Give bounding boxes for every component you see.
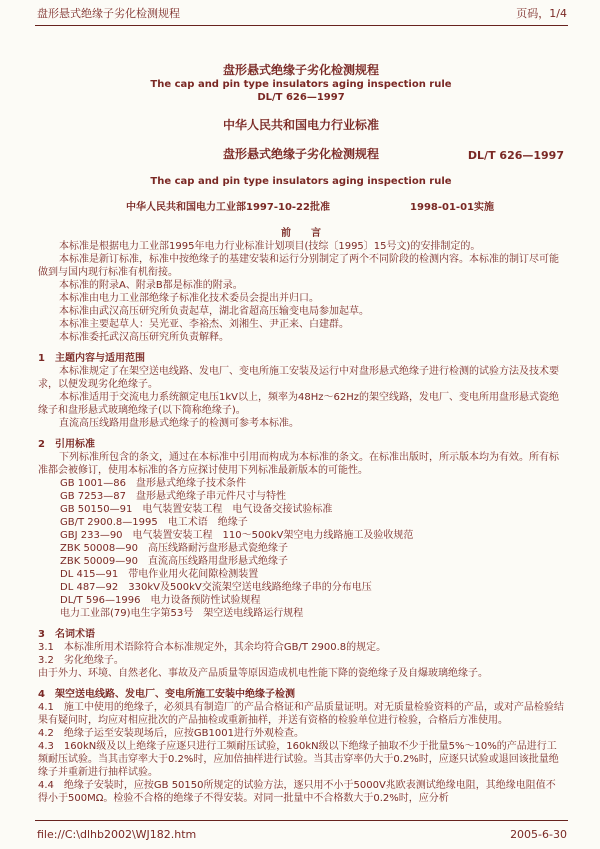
referenced-standard: ZBK 50009—90 直流高压线路用盘形悬式绝缘子 bbox=[60, 556, 288, 567]
approval-row bbox=[38, 201, 564, 214]
referenced-standard: DL/T 596—1996 电力设备预防性试验规程 bbox=[60, 595, 261, 606]
effective-date-text: 1998-01-01实施 bbox=[410, 202, 494, 213]
body-paragraph: 本标准适用于交流电力系统额定电压1kV以上，频率为48Hz～62Hz的架空线路，发电厂、变电所用盘形悬式瓷绝缘子和盘形悬式玻璃绝缘子(以下简称绝缘子)。 bbox=[38, 392, 559, 416]
body-paragraph: 本标准规定了在架空送电线路、发电厂、变电所施工安装及运行中对盘形悬式绝缘子进行检测的试验方法及技术要求，以便发现劣化绝缘子。 bbox=[38, 366, 559, 390]
section-heading: 1 主题内容与适用范围 bbox=[38, 353, 145, 364]
referenced-standard: GBJ 233—90 电气装置安装工程 110～500kV架空电力线路施工及验收规范 bbox=[60, 530, 414, 541]
page-header bbox=[37, 7, 567, 21]
page-footer bbox=[37, 828, 567, 842]
referenced-standard: DL 415—91 带电作业用火花间隙检测装置 bbox=[60, 569, 259, 580]
clause-paragraph: 4.4 绝缘子安装时，应按GB 50150所规定的试验方法，逐只用不小于5000V兆欧表测试绝缘电阻，其绝缘电阻值不得小于500MΩ。检验不合格的绝缘子不得安装。对同一批量中不合格数大于0.2%时，应分析 bbox=[38, 780, 556, 804]
doc-title-en: The cap and pin type insulators aging inspection rule bbox=[150, 79, 452, 90]
foreword-paragraph: 本标准主要起草人：吴光亚、李裕杰、刘湘生、尹正来、白建群。 bbox=[59, 319, 349, 330]
standard-number: DL/T 626—1997 bbox=[467, 149, 564, 162]
foreword-paragraph: 本标准委托武汉高压研究所负责解释。 bbox=[59, 332, 229, 343]
section-heading: 3 名词术语 bbox=[38, 629, 95, 640]
foreword-paragraph: 本标准由电力工业部绝缘子标准化技术委员会提出并归口。 bbox=[59, 293, 319, 304]
clause-paragraph: 4.1 施工中使用的绝缘子，必须具有制造厂的产品合格证和产品质量证明。对无质量检验资料的产品，或对产品检验结果有疑问时，均应对相应批次的产品抽检或重新抽样，并送有资格的检验单位进行检验，合格后方准使用。 bbox=[38, 702, 564, 726]
clause-paragraph: 3.1 本标准所用术语除符合本标准规定外，其余均符合GB/T 2900.8的规定。 bbox=[38, 642, 387, 653]
header-page-number: 页码，1/4 bbox=[516, 7, 567, 20]
section-heading: 2 引用标准 bbox=[38, 439, 95, 450]
header-doc-title: 盘形悬式绝缘子劣化检测规程 bbox=[37, 7, 180, 20]
body-paragraph: 由于外力、环境、自然老化、事故及产品质量等原因造成机电性能下降的瓷绝缘子及自爆玻璃绝缘子。 bbox=[38, 668, 488, 679]
foreword-paragraph: 本标准的附录A、附录B都是标准的附录。 bbox=[59, 280, 243, 291]
header-divider bbox=[35, 25, 568, 26]
referenced-standard: 电力工业部(79)电生字第53号 架空送电线路运行规程 bbox=[60, 608, 304, 619]
spacer bbox=[38, 214, 564, 227]
spacer bbox=[38, 133, 564, 146]
body-paragraph: 下列标准所包含的条文，通过在本标准中引用而构成为本标准的条文。在标准出版时，所示版本均为有效。所有标准都会被修订，使用本标准的各方应探讨使用下列标准最新版本的可能性。 bbox=[38, 452, 559, 476]
clause-paragraph: 3.2 劣化绝缘子。 bbox=[38, 655, 124, 666]
referenced-standard: GB 7253—87 盘形悬式绝缘子串元件尺寸与特性 bbox=[60, 491, 286, 502]
standard-title-cn: 盘形悬式绝缘子劣化检测规程 bbox=[222, 147, 379, 161]
referenced-standard: GB 50150—91 电气装置安装工程 电气设备交接试验标准 bbox=[60, 504, 333, 515]
clause-paragraph: 4.2 绝缘子运至安装现场后，应按GB1001进行外观检查。 bbox=[38, 728, 304, 739]
clause-paragraph: 4.3 160kN级及以上绝缘子应逐只进行工频耐压试验，160kN级以下绝缘子抽取不少于批量5%～10%的产品进行工频耐压试验。当其击穿率大于0.2%时，应加倍抽样进行试验。当其击穿率仍大于0.2%时，应逐只试验或退回该批量绝缘子并重新进行抽样试验。 bbox=[38, 741, 559, 778]
spacer bbox=[38, 188, 564, 201]
referenced-standard: GB 1001—86 盘形悬式绝缘子技术条件 bbox=[60, 478, 246, 489]
footer-file-path: file://C:\dlhb2002\WJ182.htm bbox=[37, 828, 197, 841]
body-paragraph: 直流高压线路用盘形悬式绝缘子的检测可参考本标准。 bbox=[59, 418, 299, 429]
footer-divider bbox=[35, 820, 568, 821]
standard-title-row bbox=[38, 146, 564, 162]
referenced-standard: DL 487—92 330kV及500kV交流架空送电线路绝缘子串的分布电压 bbox=[60, 582, 372, 593]
referenced-standard: GB/T 2900.8—1995 电工术语 绝缘子 bbox=[60, 517, 248, 528]
spacer bbox=[38, 104, 564, 117]
doc-number: DL/T 626—1997 bbox=[257, 92, 345, 103]
standard-title-en: The cap and pin type insulators aging inspection rule bbox=[150, 176, 452, 187]
foreword-paragraph: 本标准由武汉高压研究所负责起草，湖北省超高压输变电局参加起草。 bbox=[59, 306, 369, 317]
foreword-paragraph: 本标准是新订标准，标准中按绝缘子的基建安装和运行分别制定了两个不同阶段的检测内容。本标准的制订尽可能做到与国内现行标准有机衔接。 bbox=[38, 254, 559, 278]
section-heading: 4 架空送电线路、发电厂、变电所施工安装中绝缘子检测 bbox=[38, 689, 295, 700]
doc-title-cn: 盘形悬式绝缘子劣化检测规程 bbox=[222, 63, 379, 77]
footer-date: 2005-6-30 bbox=[510, 828, 567, 841]
approval-text: 中华人民共和国电力工业部1997-10-22批准 bbox=[126, 202, 330, 213]
referenced-standard: ZBK 50008—90 高压线路耐污盘形悬式瓷绝缘子 bbox=[60, 543, 288, 554]
standard-class-label: 中华人民共和国电力行业标准 bbox=[222, 118, 379, 132]
foreword-heading: 前 言 bbox=[281, 228, 321, 239]
foreword-paragraph: 本标准是根据电力工业部1995年电力行业标准计划项目(技综〔1995〕15号文)的安排制定的。 bbox=[59, 241, 481, 252]
document-body bbox=[38, 62, 564, 817]
